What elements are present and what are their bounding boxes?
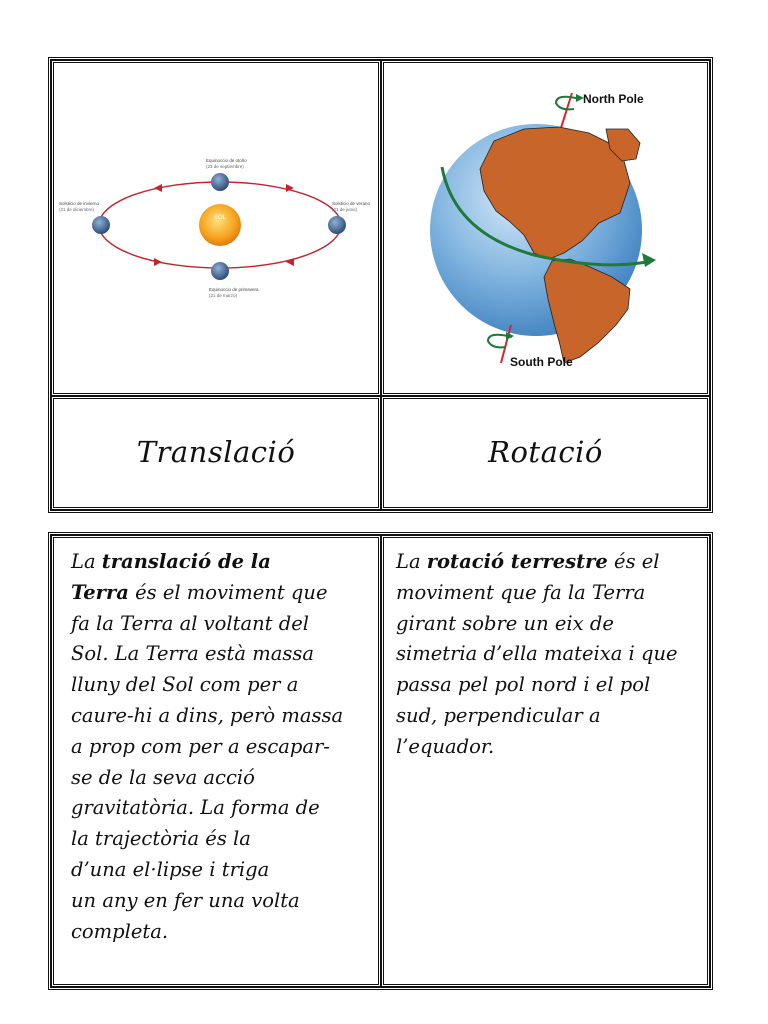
- orbit-arrow-icon: [154, 258, 162, 266]
- rotation-image-cell: [381, 60, 710, 396]
- left-season-label: Solsticio de invierno: [59, 201, 100, 206]
- rotation-intro: La: [396, 550, 427, 573]
- right-season-date: (21 de junio): [332, 207, 358, 212]
- sun-icon: [199, 204, 241, 246]
- rotation-term: rotació terrestre: [426, 550, 608, 573]
- translation-intro: La: [71, 550, 102, 573]
- bottom-season-date: (21 de marzo): [209, 293, 238, 298]
- rotation-label-cell: [381, 396, 710, 510]
- orbit-arrow-icon: [286, 258, 294, 266]
- north-axis-line: [560, 93, 572, 131]
- earth-bottom-icon: [211, 262, 229, 280]
- orbit-arrow-icon: [154, 184, 162, 192]
- translation-text-cell: [51, 535, 381, 987]
- earth-left-icon: [92, 216, 110, 234]
- top-season-label: Equinoccio de otoño: [206, 158, 247, 163]
- translation-title: Translació: [136, 435, 296, 469]
- bottom-season-label: Equinoccio de primavera: [209, 287, 259, 292]
- top-season-date: (23 de septiembre): [206, 164, 244, 169]
- left-season-date: (21 de diciembre): [59, 207, 95, 212]
- north-pole-label: North Pole: [583, 92, 644, 106]
- rotation-description: [396, 547, 708, 763]
- rotation-title: Rotació: [488, 435, 603, 469]
- translation-description: [71, 547, 377, 947]
- earth-right-icon: [328, 216, 346, 234]
- translation-term: translació de la Terra: [71, 550, 271, 604]
- sun-label: SOL: [213, 215, 227, 221]
- rotation-body: és el moviment que fa la Terra girant sobre un eix de simetria d’ella mateixa i que passa pel pol nord i el pol sud, perpendicular a l’equador.: [396, 550, 678, 758]
- translation-image-cell: [51, 60, 381, 396]
- south-pole-label: South Pole: [510, 355, 573, 369]
- translation-body: és el moviment que fa la Terra al voltant del Sol. La Terra està massa lluny del Sol com per a caure-hi a dins, però massa a prop com per a escapar- se de la seva acció gravitatòria. La forma de la trajectòria és la d’una el·lipse i triga un any en fer una volta completa.: [71, 580, 344, 943]
- globe-diagram: [384, 63, 707, 393]
- earth-top-icon: [211, 173, 229, 191]
- translation-label-cell: [51, 396, 381, 510]
- orbit-diagram: [54, 63, 378, 393]
- right-season-label: Solsticio de verano: [332, 201, 371, 206]
- rotation-text-cell: [381, 535, 710, 987]
- rotation-arrowhead-icon: [642, 253, 656, 267]
